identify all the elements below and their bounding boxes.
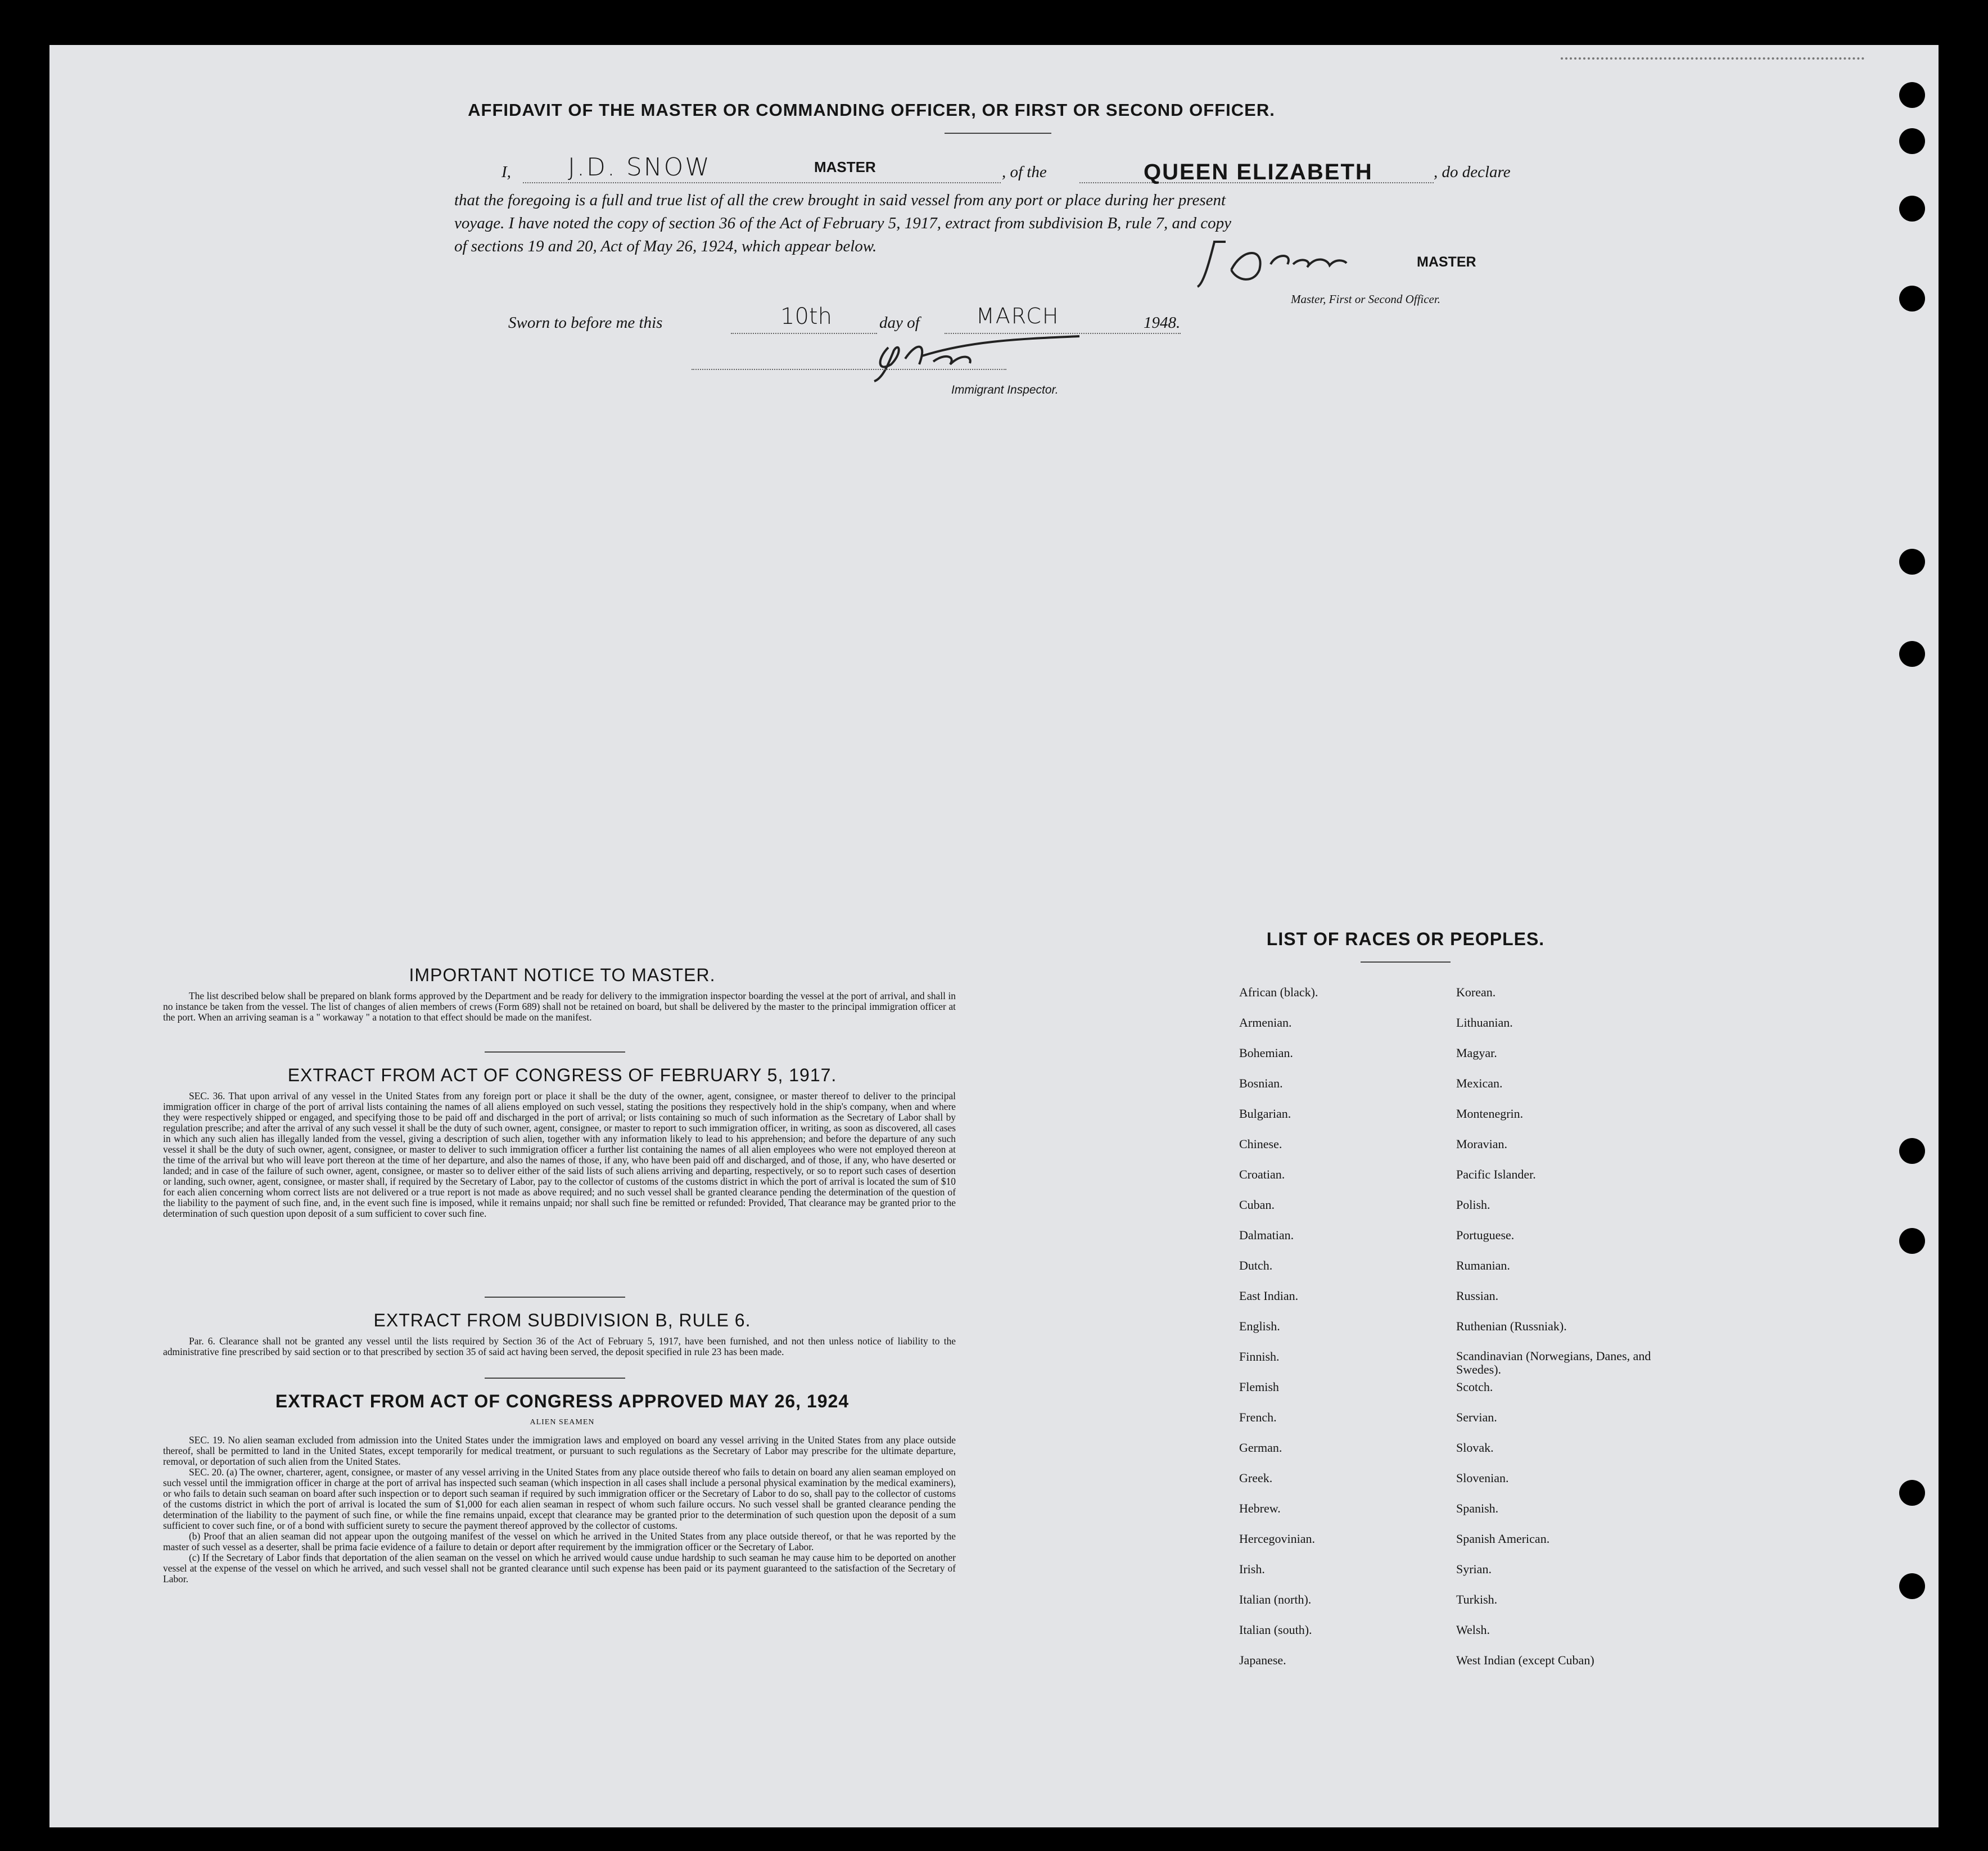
- sworn-label: Sworn to before me this: [508, 314, 663, 332]
- races-divider: [1361, 961, 1451, 963]
- race-item: Polish.: [1456, 1198, 1490, 1212]
- race-item: Lithuanian.: [1456, 1015, 1513, 1030]
- race-item: Bosnian.: [1239, 1076, 1283, 1090]
- race-item: Chinese.: [1239, 1137, 1282, 1151]
- binder-hole: [1899, 196, 1925, 222]
- race-item: Dutch.: [1239, 1258, 1273, 1272]
- affidavit-body-line: voyage. I have noted the copy of section 36 of the Act of February 5, 1917, extract from subdivision B, rule 7, and copy: [454, 214, 1232, 232]
- race-item: Hercegovinian.: [1239, 1532, 1315, 1546]
- vessel-name: QUEEN ELIZABETH: [1144, 160, 1373, 184]
- race-item: Italian (north).: [1239, 1592, 1312, 1606]
- race-item: Greek.: [1239, 1471, 1273, 1485]
- sworn-month: MARCH: [976, 304, 1060, 328]
- race-item: German.: [1239, 1441, 1282, 1455]
- sworn-day: 10th: [780, 304, 832, 329]
- race-item: East Indian.: [1239, 1289, 1299, 1303]
- race-item: Dalmatian.: [1239, 1228, 1294, 1242]
- race-item: African (black).: [1239, 985, 1318, 999]
- notice-paragraph: The list described below shall be prepared on blank forms approved by the Department and be ready for delivery to the immigration inspector boarding the vessel at the port of arrival, and shall in no instance be taken from the vessel. The list of changes of alien members of crews (Form 689) shall not be retained on board, but shall be delivered by the master to the principal immigration officer at the port. When an arriving seaman is a " workaway " a notation to that effect should be made on the manifest.: [163, 990, 956, 1023]
- race-item: Scandinavian (Norwegians, Danes, and Swedes).: [1456, 1349, 1651, 1376]
- name-line: [523, 182, 1001, 183]
- race-item: Mexican.: [1456, 1076, 1503, 1090]
- of-the-label: , of the: [1002, 163, 1047, 181]
- race-item: Ruthenian (Russniak).: [1456, 1319, 1567, 1333]
- race-item: Cuban.: [1239, 1198, 1275, 1212]
- sworn-year: 1948.: [1144, 314, 1181, 332]
- race-item: Bulgarian.: [1239, 1107, 1291, 1121]
- race-item: Spanish American.: [1456, 1532, 1550, 1546]
- race-item: French.: [1239, 1410, 1277, 1424]
- extract-1917-text: [163, 1091, 956, 1219]
- race-item: Turkish.: [1456, 1592, 1498, 1606]
- sec20c-paragraph: (c) If the Secretary of Labor finds that deportation of the alien seaman on the vessel on which he arrived would cause undue hardship to such seaman he may cause him to be deported on another vessel at the expense of the vessel on which he arrived, and such vessel shall not be granted clearance until such expense has been paid or its payment guaranteed to the satisfaction of the Secretary of Labor.: [163, 1552, 956, 1584]
- extract-1924-title: EXTRACT FROM ACT OF CONGRESS APPROVED MAY 26, 1924: [275, 1391, 850, 1411]
- section-divider: [485, 1297, 625, 1298]
- race-item: Croatian.: [1239, 1167, 1285, 1181]
- binder-hole: [1899, 549, 1925, 575]
- race-item: Moravian.: [1456, 1137, 1508, 1151]
- race-item: Japanese.: [1239, 1653, 1286, 1667]
- race-item: Scotch.: [1456, 1380, 1493, 1394]
- race-item: English.: [1239, 1319, 1280, 1333]
- extract-1917-title: EXTRACT FROM ACT OF CONGRESS OF FEBRUARY 5, 1917.: [287, 1065, 837, 1085]
- race-item: Slovak.: [1456, 1441, 1494, 1455]
- binder-hole: [1899, 1228, 1925, 1254]
- section-divider: [485, 1378, 625, 1379]
- binder-hole: [1899, 1138, 1925, 1164]
- race-item: Slovenian.: [1456, 1471, 1509, 1485]
- extract-1917-paragraph: SEC. 36. That upon arrival of any vessel in the United States from any foreign port or place it shall be the duty of the owner, agent, consignee, or master thereof to deliver to the principal immigration officer in charge of the port of arrival lists containing the names of all aliens employed on such vessel, stating the positions they respectively hold in the ship's company, when and where they were respectively shipped or engaged, and specifying those to be paid off and discharged in the port of arrival; or lists containing so much of such information as the Secretary of Labor shall by regulation prescribe; and after the arrival of any such vessel it shall be the duty of such owner, agent, consignee, or master to report to such immigration officer, in writing, as soon as discovered, all cases in which any such alien has illegally landed from the vessel, giving a description of such alien, together with any information likely to lead to his apprehension; and before the departure of any such vessel it shall be the duty of such owner, agent, consignee, or master to deliver to such immigration officer a further list containing the names of all alien employees who were not employed thereon at the time of the arrival but who will leave port thereon at the time of her departure, and also the names of those, if any, who have been paid off and discharged, and of those, if any, who have deserted or landed; and in case of the failure of such owner, agent, consignee, or master so to deliver either of the said lists of such aliens arriving and departing, respectively, or so to report such cases of desertion or landing, such owner, agent, consignee, or master shall, if required by the Secretary of Labor, pay to the collector of customs of the customs district in which the port of arrival is located the sum of $10 for each alien concerning whom correct lists are not delivered or a true report is not made as above required; and no such vessel shall be granted clearance pending the determination of the question of the liability to the payment of such fine, and, in the event such fine is imposed, while it remains unpaid; nor shall such fine be remitted or refunded: Provided, That clearance may be granted prior to the determination of such question upon deposit of a sum sufficient to cover such fine.: [163, 1090, 956, 1219]
- race-item: Irish.: [1239, 1562, 1265, 1576]
- race-item: Italian (south).: [1239, 1623, 1312, 1637]
- race-item: Portuguese.: [1456, 1228, 1515, 1242]
- race-item: Hebrew.: [1239, 1501, 1281, 1515]
- inspector-line: [692, 369, 1006, 370]
- races-column-2: [1456, 985, 1659, 1683]
- master-name: J.D. SNOW: [568, 153, 711, 182]
- race-item: Welsh.: [1456, 1623, 1490, 1637]
- race-item: Finnish.: [1239, 1349, 1280, 1364]
- extract-1924-text: [163, 1435, 956, 1584]
- race-item: Bohemian.: [1239, 1046, 1293, 1060]
- binder-hole: [1899, 641, 1925, 667]
- sec19-paragraph: SEC. 19. No alien seaman excluded from admission into the United States under the immigration laws and employed on board any vessel arriving in the United States from any place outside thereof, shall be permitted to land in the United States, except temporarily for medical treatment, or pursuant to such regulations as the Secretary of Labor may prescribe for the ultimate departure, removal, or deportation of such alien from the United States.: [163, 1434, 956, 1467]
- extract-1924-subtitle: ALIEN SEAMEN: [530, 1418, 595, 1426]
- signature-caption: Master, First or Second Officer.: [1291, 292, 1440, 306]
- race-item: Russian.: [1456, 1289, 1499, 1303]
- race-item: Servian.: [1456, 1410, 1497, 1424]
- binder-hole: [1899, 1480, 1925, 1506]
- sec20a-paragraph: SEC. 20. (a) The owner, charterer, agent, consignee, or master of any vessel arriving in the United States from any place outside thereof who fails to detain on board any alien seaman employed on such vessel until the immigration officer in charge at the port of arrival has inspected such seaman (which inspection in all cases shall include a personal physical examination by the medical examiners), or who fails to detain such seaman on board after such inspection or to deport such seaman if required by such immigration officer or the Secretary of Labor to do so, shall pay to the collector of customs of the customs district in which the port of arrival is located the sum of $1,000 for each alien seaman in respect of whom such failure occurs. No such vessel shall be granted clearance pending the determination of the liability to the payment of such fine, or while the fine remains unpaid, except that clearance may be granted prior to the determination of such question upon the deposit of a sum sufficient to cover such fine, or of a bond with sufficient surety to secure the payment thereof approved by the collector of customs.: [163, 1466, 956, 1531]
- binder-hole: [1899, 82, 1925, 108]
- notice-title: IMPORTANT NOTICE TO MASTER.: [409, 965, 716, 985]
- subdivision-b-title: EXTRACT FROM SUBDIVISION B, RULE 6.: [373, 1310, 751, 1330]
- race-item: Syrian.: [1456, 1562, 1492, 1576]
- race-item: Montenegrin.: [1456, 1107, 1524, 1121]
- race-item: West Indian (except Cuban): [1456, 1653, 1594, 1667]
- binder-hole: [1899, 286, 1925, 311]
- perforation-edge: [1561, 57, 1864, 64]
- races-title: LIST OF RACES OR PEOPLES.: [1266, 929, 1545, 949]
- title-divider: [945, 133, 1051, 134]
- master-rank-stamp: MASTER: [814, 159, 876, 175]
- day-of-label: day of: [879, 314, 920, 332]
- binder-hole: [1899, 128, 1925, 154]
- notice-text: [163, 991, 956, 1023]
- inspector-signature: [866, 325, 1102, 387]
- i-label: I,: [501, 163, 511, 181]
- section-divider: [485, 1051, 625, 1053]
- master-signature: [1192, 231, 1406, 298]
- race-item: Magyar.: [1456, 1046, 1497, 1060]
- race-item: Armenian.: [1239, 1015, 1292, 1030]
- race-item: Rumanian.: [1456, 1258, 1510, 1272]
- races-column-1: [1239, 985, 1318, 1683]
- subdivision-b-paragraph: Par. 6. Clearance shall not be granted any vessel until the lists required by Section 36 of the Act of February 5, 1917, have been furnished, and not then unless notice of liability to the administrative fine prescribed by said section or to that prescribed by section 35 of said act having been served, the deposit specified in rule 23 has been made.: [163, 1335, 956, 1357]
- affidavit-body-line: of sections 19 and 20, Act of May 26, 1924, which appear below.: [454, 237, 877, 255]
- inspector-caption: Immigrant Inspector.: [951, 383, 1059, 396]
- day-line: [731, 333, 877, 334]
- do-declare-label: , do declare: [1434, 163, 1511, 181]
- race-item: Korean.: [1456, 985, 1496, 999]
- subdivision-b-text: [163, 1336, 956, 1357]
- sec20b-paragraph: (b) Proof that an alien seaman did not appear upon the outgoing manifest of the vessel on which he arrived in the United States from any place outside thereof, or that he was reported by the master of such vessel as a deserter, shall be prima facie evidence of a failure to detain or deport after requirement by the immigration officer or the Secretary of Labor.: [163, 1531, 956, 1552]
- race-item: Flemish: [1239, 1380, 1279, 1394]
- affidavit-body-line: that the foregoing is a full and true list of all the crew brought in said vessel from any port or place during her present: [454, 191, 1226, 209]
- race-item: Pacific Islander.: [1456, 1167, 1536, 1181]
- binder-hole: [1899, 1573, 1925, 1599]
- race-item: Spanish.: [1456, 1501, 1499, 1515]
- signature-rank-stamp: MASTER: [1417, 254, 1476, 270]
- affidavit-title: AFFIDAVIT OF THE MASTER OR COMMANDING OFFICER, OR FIRST OR SECOND OFFICER.: [468, 100, 1275, 120]
